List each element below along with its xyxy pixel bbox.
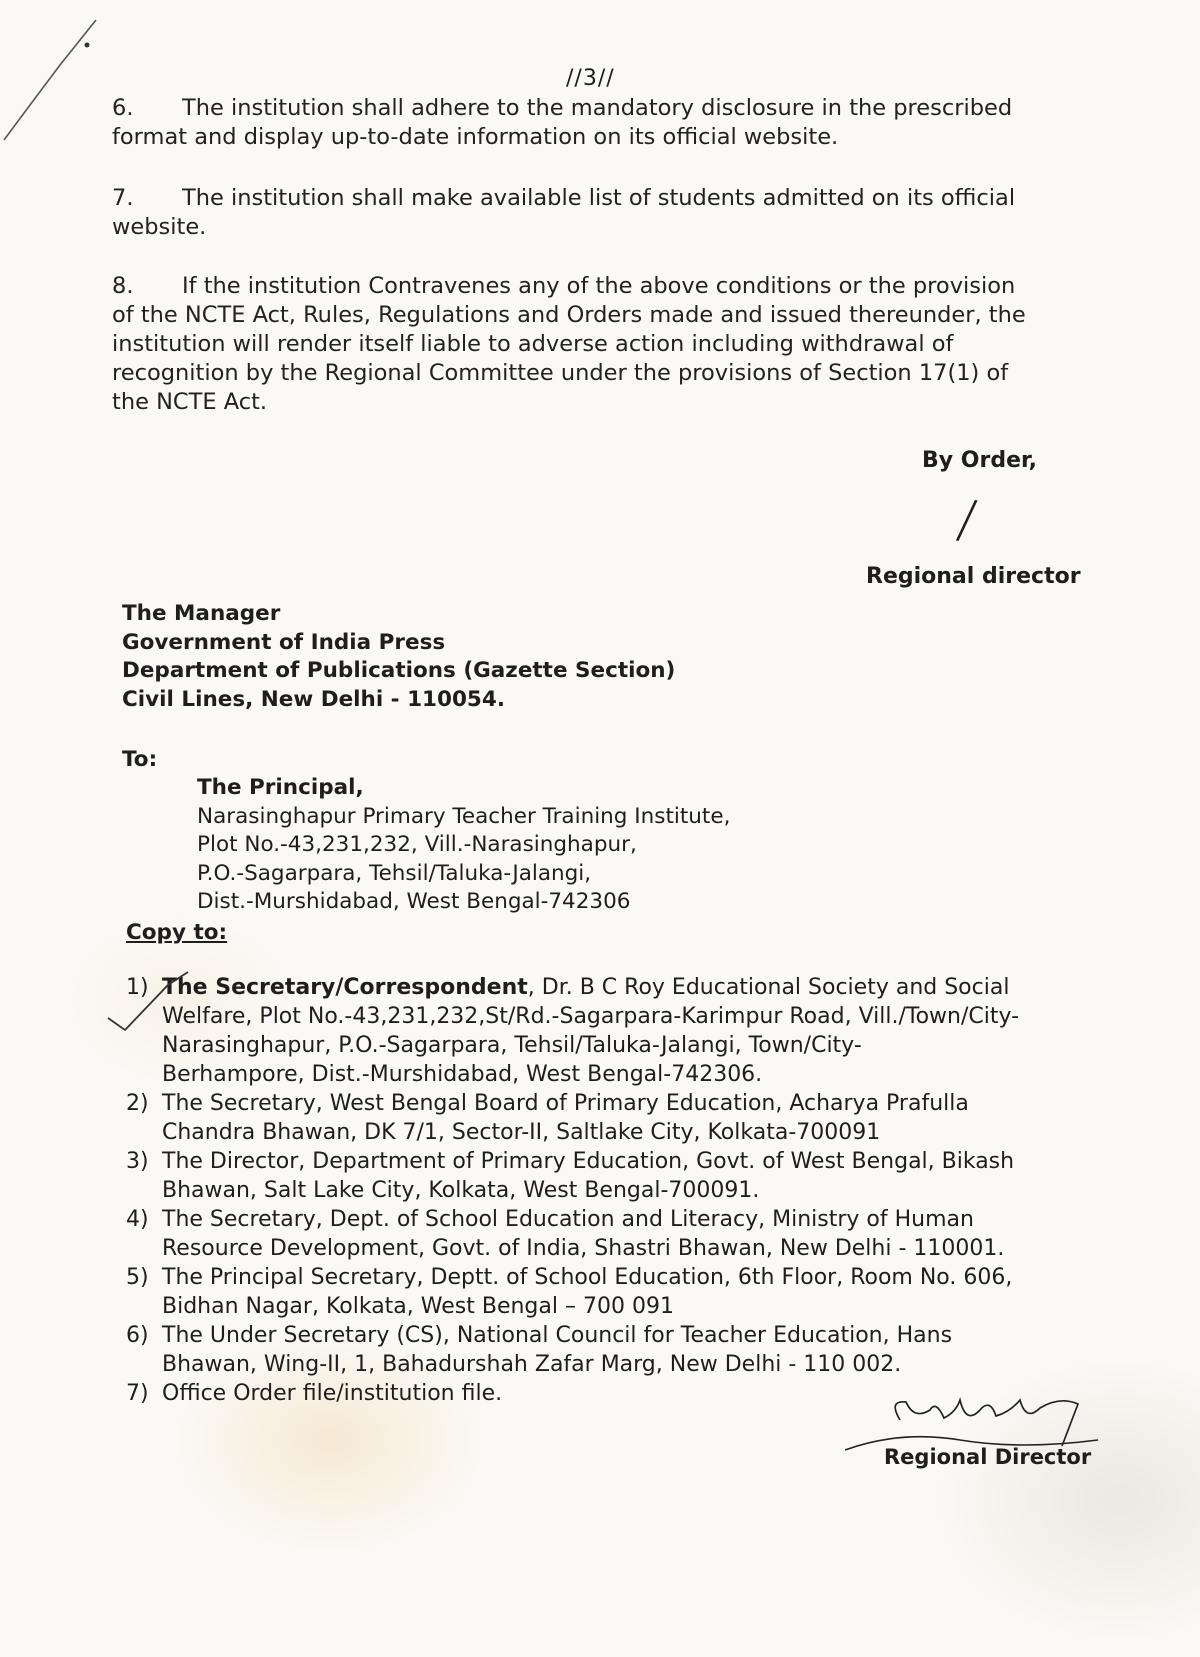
item-number: 5) — [126, 1265, 149, 1290]
address-line: Civil Lines, New Delhi - 110054. — [122, 686, 506, 712]
ink-dot — [85, 43, 90, 48]
clause-number: 7. — [112, 185, 134, 211]
clause-number: 8. — [112, 273, 134, 299]
item-line: Narasinghapur, P.O.-Sagarpara, Tehsil/Taluka-Jalangi, Town/City- — [162, 1033, 862, 1058]
clause-text: The institution shall adhere to the mandatory disclosure in the prescribed — [182, 95, 1013, 121]
clause-8-line-2: of the NCTE Act, Rules, Regulations and Orders made and issued thereunder, the — [112, 302, 1026, 328]
signature-underline — [845, 1437, 1098, 1450]
to-title: The Principal, — [197, 775, 364, 800]
item-line: The Secretary, Dept. of School Education and Literacy, Ministry of Human — [162, 1207, 974, 1232]
tick-mark-icon — [108, 972, 188, 1030]
clause-number: 6. — [112, 95, 134, 121]
item-line: The Director, Department of Primary Education, Govt. of West Bengal, Bikash — [162, 1149, 1015, 1174]
item-number: 7) — [126, 1381, 149, 1406]
clause-8-line-5: the NCTE Act. — [112, 389, 268, 415]
item-line: Bhawan, Salt Lake City, Kolkata, West Bengal-700091. — [162, 1178, 760, 1203]
to-line: Narasinghapur Primary Teacher Training Institute, — [197, 803, 731, 829]
item-line: Chandra Bhawan, DK 7/1, Sector-II, Saltlake City, Kolkata-700091 — [162, 1120, 881, 1145]
item-number: 6) — [126, 1323, 149, 1348]
address-line: The Manager — [122, 601, 281, 626]
clause-8-line-4: recognition by the Regional Committee under the provisions of Section 17(1) of — [112, 360, 1009, 386]
item-line: Bidhan Nagar, Kolkata, West Bengal – 700 091 — [162, 1294, 674, 1319]
clause-text: The institution shall make available list of students admitted on its official — [182, 185, 1016, 211]
clause-8-line-3: institution will render itself liable to adverse action including withdrawal of — [112, 331, 954, 357]
regional-director-title: Regional director — [866, 564, 1081, 589]
item-line: The Secretary, West Bengal Board of Primary Education, Acharya Prafulla — [162, 1091, 969, 1116]
clause-text: If the institution Contravenes any of the above conditions or the provision — [182, 273, 1016, 299]
to-line: P.O.-Sagarpara, Tehsil/Taluka-Jalangi, — [197, 860, 592, 886]
final-signatory: Regional Director — [884, 1445, 1092, 1469]
signature-mark: / — [953, 489, 980, 551]
item-number: 2) — [126, 1091, 149, 1116]
clause-7-line-2: website. — [112, 214, 207, 240]
copy-to-label: Copy to: — [126, 920, 228, 945]
to-line: Dist.-Murshidabad, West Bengal-742306 — [197, 889, 631, 914]
clause-6-line-2: format and display up-to-date information on its official website. — [112, 124, 839, 150]
item-line: Berhampore, Dist.-Murshidabad, West Bengal-742306. — [162, 1062, 763, 1087]
item-line: Welfare, Plot No.-43,231,232,St/Rd.-Sagarpara-Karimpur Road, Vill./Town/City- — [162, 1004, 1020, 1029]
item-line: Resource Development, Govt. of India, Shastri Bhawan, New Delhi - 110001. — [162, 1236, 1005, 1261]
stray-pen-line — [4, 20, 96, 140]
item-line: The Principal Secretary, Deptt. of School Education, 6th Floor, Room No. 606, — [162, 1265, 1013, 1290]
page-number: //3// — [566, 66, 615, 91]
address-line: Government of India Press — [122, 629, 446, 655]
address-line: Department of Publications (Gazette Section) — [122, 658, 676, 683]
item-bold-text: The Secretary/Correspondent — [162, 975, 528, 1000]
to-label: To: — [122, 747, 158, 772]
item-number: 3) — [126, 1149, 149, 1174]
by-order-text: By Order, — [922, 448, 1037, 473]
to-line: Plot No.-43,231,232, Vill.-Narasinghapur, — [197, 832, 637, 857]
item-number: 1) — [126, 975, 149, 1000]
item-line: Bhawan, Wing-II, 1, Bahadurshah Zafar Marg, New Delhi - 110 002. — [162, 1352, 902, 1377]
item-number: 4) — [126, 1207, 149, 1232]
item-line: Office Order file/institution file. — [162, 1381, 503, 1406]
item-line: The Under Secretary (CS), National Council for Teacher Education, Hans — [162, 1323, 953, 1348]
item-text: , Dr. B C Roy Educational Society and Social — [527, 975, 1010, 1000]
signature-scribble — [895, 1400, 1078, 1446]
